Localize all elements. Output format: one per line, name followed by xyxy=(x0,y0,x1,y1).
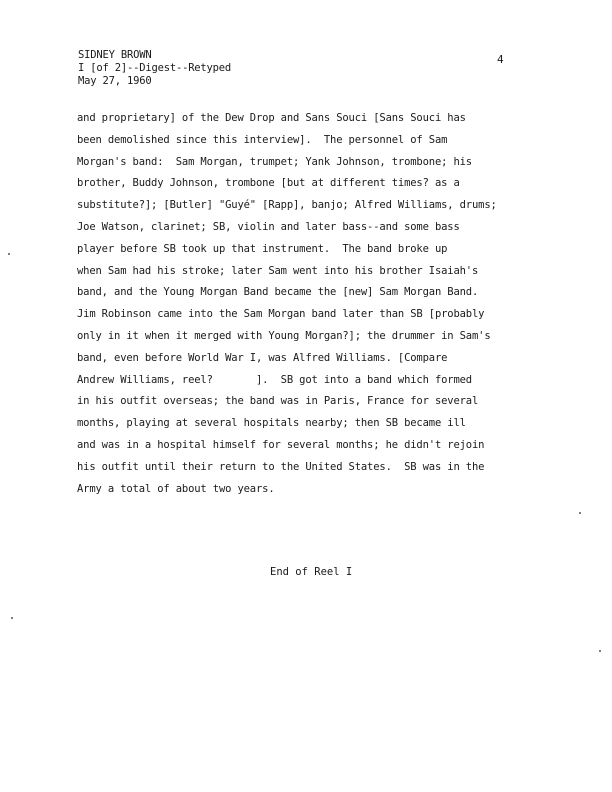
body-line: his outfit until their return to the United States. SB was in the xyxy=(77,460,485,473)
body-line: Army a total of about two years. xyxy=(77,482,275,495)
body-line: band, and the Young Morgan Band became the [new] Sam Morgan Band. xyxy=(77,286,479,299)
body-line: player before SB took up that instrument. The band broke up xyxy=(77,242,448,255)
body-line: been demolished since this interview]. The personnel of Sam xyxy=(77,133,448,146)
body-line: brother, Buddy Johnson, trombone [but at different times? as a xyxy=(77,177,460,190)
transcript-body xyxy=(77,108,557,500)
interview-date: May 27, 1960 xyxy=(78,75,152,87)
body-line: and proprietary] of the Dew Drop and Sans Souci [Sans Souci has xyxy=(77,112,466,124)
end-of-reel-note: End of Reel I xyxy=(270,566,353,578)
body-line: Morgan's band: Sam Morgan, trumpet; Yank Johnson, trombone; his xyxy=(77,155,472,168)
body-line: only in it when it merged with Young Morgan?]; the drummer in Sam's xyxy=(77,329,491,342)
body-line: substitute?]; [Butler] "Guyé" [Rapp], banjo; Alfred Williams, drums; xyxy=(77,199,497,212)
body-line: Andrew Williams, reel? ]. SB got into a band which formed xyxy=(77,373,472,386)
document-header xyxy=(78,49,231,88)
scan-speck xyxy=(8,253,10,255)
page-number: 4 xyxy=(497,53,504,66)
body-line: Jim Robinson came into the Sam Morgan band later than SB [probably xyxy=(77,308,485,321)
reel-info: I [of 2]--Digest--Retyped xyxy=(78,62,232,74)
body-line: months, playing at several hospitals nearby; then SB became ill xyxy=(77,417,466,430)
scan-speck xyxy=(11,617,13,619)
body-line: in his outfit overseas; the band was in Paris, France for several xyxy=(77,395,479,408)
body-line: band, even before World War I, was Alfred Williams. [Compare xyxy=(77,351,448,364)
scan-speck xyxy=(599,650,601,652)
scan-speck xyxy=(579,512,581,514)
interviewee-name: SIDNEY BROWN xyxy=(78,49,152,61)
body-line: when Sam had his stroke; later Sam went into his brother Isaiah's xyxy=(77,264,479,277)
body-line: Joe Watson, clarinet; SB, violin and later bass--and some bass xyxy=(77,220,460,233)
body-line: and was in a hospital himself for several months; he didn't rejoin xyxy=(77,438,485,451)
